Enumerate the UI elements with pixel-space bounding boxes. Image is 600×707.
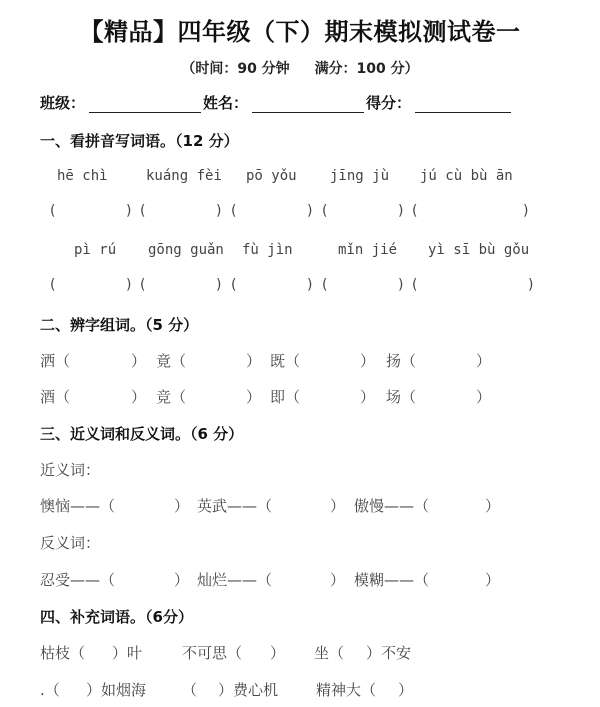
name-label: 姓名： <box>203 94 249 112</box>
section-1-heading: 一、看拼音写词语。（12 分） <box>40 132 239 150</box>
idiom-pre: 精神大（ <box>316 681 377 699</box>
close-paren: ） <box>131 352 147 370</box>
pinyin-item: jú cù bù ān <box>420 168 513 184</box>
close-paren: ) <box>523 203 529 219</box>
close-paren: ） <box>485 497 501 515</box>
close-paren: ) <box>126 277 132 293</box>
close-paren: ） <box>476 388 492 406</box>
close-paren: ） <box>330 571 346 589</box>
pinyin-item: kuáng fèi <box>146 168 222 184</box>
pinyin-item: pì rú <box>74 242 117 258</box>
char-item: 扬（ <box>386 352 417 370</box>
page-title: 【精品】四年级（下）期末模拟测试卷一 <box>79 18 521 46</box>
close-paren: ） <box>360 388 376 406</box>
close-paren: ） <box>246 388 262 406</box>
synonym-item: 英武——（ <box>197 497 273 515</box>
antonym-item: 模糊——（ <box>354 571 430 589</box>
class-label: 班级： <box>40 94 86 112</box>
idiom-pre: 坐（ <box>314 644 345 662</box>
exam-time: （时间：90 分钟 <box>181 61 290 77</box>
char-item: 既（ <box>270 352 301 370</box>
open-paren: ( <box>322 203 328 219</box>
pinyin-item: yì sī bù gǒu <box>428 242 530 258</box>
open-paren: ( <box>322 277 328 293</box>
open-paren: ( <box>231 277 237 293</box>
close-paren: ） <box>476 352 492 370</box>
pinyin-item: mǐn jié <box>338 242 398 258</box>
pinyin-item: gōng guǎn <box>148 242 224 258</box>
char-item: 即（ <box>270 388 301 406</box>
antonym-item: 灿烂——（ <box>197 571 273 589</box>
idiom-pre: .（ <box>40 681 60 699</box>
exam-total-score: 满分：100 分） <box>314 61 419 77</box>
close-paren: ） <box>131 388 147 406</box>
score-label: 得分： <box>366 94 412 112</box>
close-paren: ) <box>398 203 404 219</box>
open-paren: ( <box>412 277 418 293</box>
antonym-item: 忍受——（ <box>40 571 116 589</box>
score-field[interactable] <box>415 94 511 113</box>
antonym-label: 反义词： <box>40 534 101 552</box>
pinyin-item: fù jìn <box>242 242 293 258</box>
idiom-pre: （ <box>182 681 198 699</box>
section-2-heading: 二、辨字组词。（5 分） <box>40 316 199 334</box>
idiom-post: ）如烟海 <box>86 681 147 699</box>
name-field[interactable] <box>252 94 364 113</box>
close-paren: ） <box>330 497 346 515</box>
char-item: 场（ <box>386 388 417 406</box>
open-paren: ( <box>231 203 237 219</box>
close-paren: ） <box>174 571 190 589</box>
close-paren: ) <box>307 277 313 293</box>
close-paren: ） <box>246 352 262 370</box>
exam-meta <box>0 58 600 78</box>
synonym-label: 近义词： <box>40 461 101 479</box>
idiom-post: ）叶 <box>112 644 143 662</box>
close-paren: ) <box>126 203 132 219</box>
open-paren: ( <box>140 277 146 293</box>
open-paren: ( <box>50 277 56 293</box>
open-paren: ( <box>140 203 146 219</box>
class-field[interactable] <box>89 94 201 113</box>
synonym-item: 傲慢——（ <box>354 497 430 515</box>
idiom-post: ）费心机 <box>218 681 279 699</box>
idiom-pre: 枯枝（ <box>40 644 86 662</box>
section-3-heading: 三、近义词和反义词。（6 分） <box>40 425 244 443</box>
char-item: 酒（ <box>40 388 71 406</box>
idiom-post: ）不安 <box>366 644 412 662</box>
char-item: 竟（ <box>156 352 187 370</box>
close-paren: ) <box>528 277 534 293</box>
close-paren: ） <box>360 352 376 370</box>
student-info-row <box>40 92 513 113</box>
open-paren: ( <box>412 203 418 219</box>
char-item: 洒（ <box>40 352 71 370</box>
close-paren: ) <box>216 203 222 219</box>
close-paren: ) <box>307 203 313 219</box>
pinyin-item: pō yǒu <box>246 168 297 184</box>
close-paren: ) <box>216 277 222 293</box>
pinyin-item: jīng jù <box>330 168 390 184</box>
idiom-post: ） <box>398 681 414 699</box>
close-paren: ) <box>398 277 404 293</box>
close-paren: ） <box>485 571 501 589</box>
pinyin-item: hē chì <box>57 168 108 184</box>
synonym-item: 懊恼——（ <box>40 497 116 515</box>
close-paren: ） <box>174 497 190 515</box>
char-item: 竞（ <box>156 388 187 406</box>
open-paren: ( <box>50 203 56 219</box>
section-4-heading: 四、补充词语。（6分） <box>40 608 193 626</box>
idiom-pre: 不可思（ <box>182 644 243 662</box>
idiom-post: ） <box>270 644 286 662</box>
